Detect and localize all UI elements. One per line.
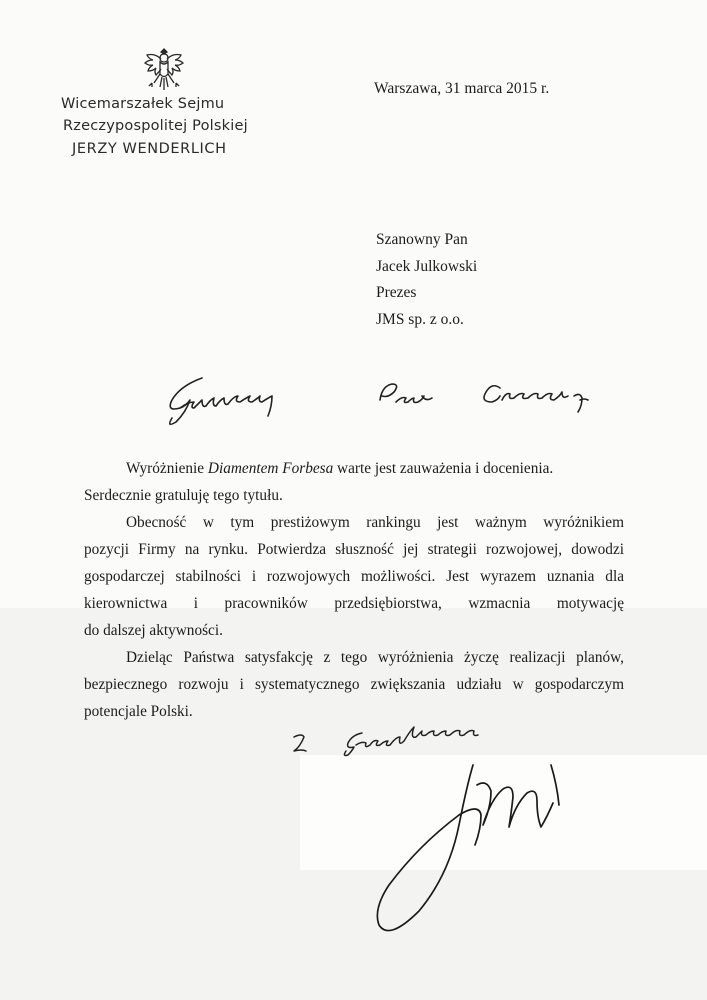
p3-line-3: potencjale Polski. — [84, 703, 193, 720]
handwritten-salutation — [160, 360, 630, 435]
letterhead-institution: Rzeczypospolitej Polskiej — [63, 118, 248, 134]
p2-line-2: pozycji Firmy na rynku. Potwierdza słuszność jej strategii rozwojowej, dowodzi — [84, 541, 624, 558]
paragraph-2 — [84, 509, 624, 644]
p1-text-b: warte jest zauważenia i docenienia. — [333, 460, 554, 477]
p3-line-2: bezpiecznego rozwoju i systematycznego zwiększania udziału w gospodarczym — [84, 676, 624, 693]
letter-date: Warszawa, 31 marca 2015 r. — [374, 80, 550, 97]
p2-line-4: kierownictwa i pracowników przedsiębiorstwa, wzmacnia motywację — [84, 595, 624, 612]
handwritten-signature — [325, 755, 595, 940]
p3-line-1: Dzieląc Państwa satysfakcję z tego wyróżnienia życzę realizacji planów, — [126, 649, 624, 666]
recipient-company: JMS sp. z o.o. — [376, 311, 464, 328]
p2-line-5: do dalszej aktywności. — [84, 622, 223, 639]
p2-line-1: Obecność w tym prestiżowym rankingu jest ważnym wyróżnikiem — [126, 514, 624, 531]
paragraph-1 — [84, 455, 624, 509]
polish-eagle-emblem-icon — [141, 45, 187, 95]
recipient-greeting: Szanowny Pan — [376, 231, 468, 248]
letterhead-name: JERZY WENDERLICH — [72, 141, 227, 157]
p1-award-name: Diamentem Forbesa — [207, 460, 334, 477]
p2-line-3: gospodarczej stabilności i rozwojowych możliwości. Jest wyrazem uznania dla — [84, 568, 624, 585]
p1-line-2: Serdecznie gratuluję tego tytułu. — [84, 487, 283, 504]
letterhead-office: Wicemarszałek Sejmu — [61, 96, 225, 112]
recipient-title: Prezes — [376, 284, 417, 301]
recipient-name: Jacek Julkowski — [376, 258, 478, 275]
p1-text-a: Wyróżnienie — [126, 460, 208, 477]
paragraph-3 — [84, 644, 624, 725]
